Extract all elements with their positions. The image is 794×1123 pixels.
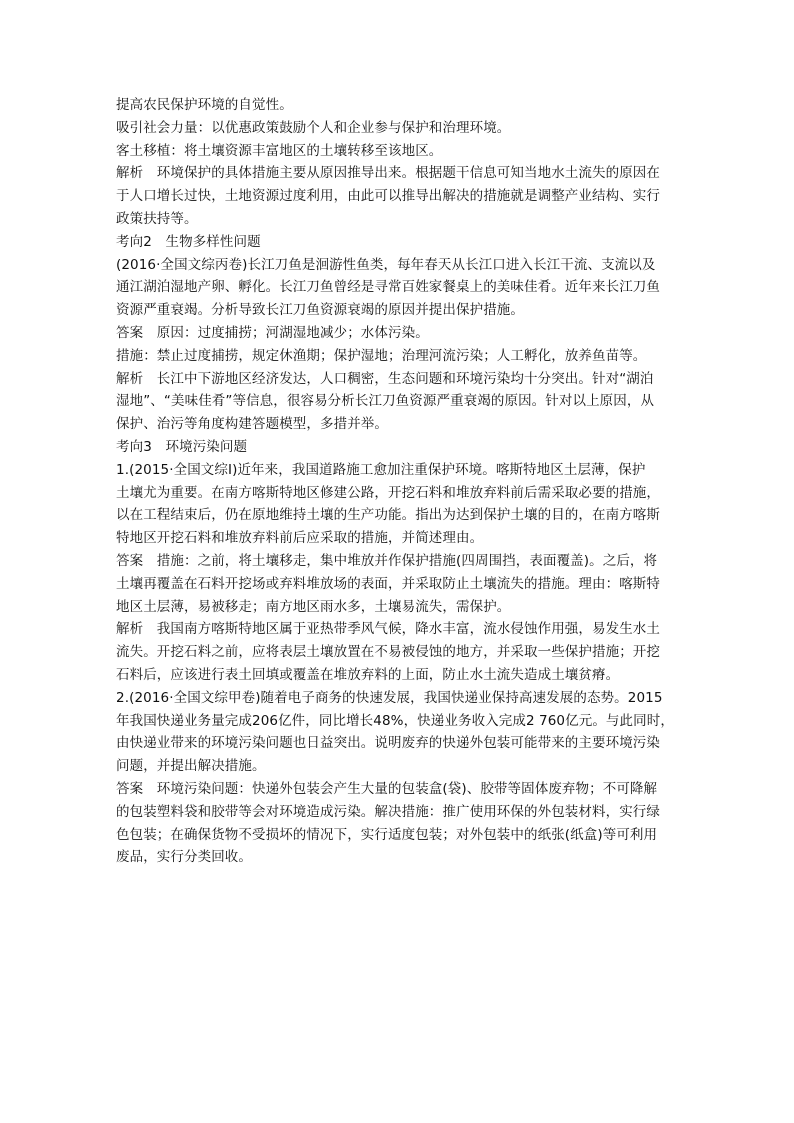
text-line: 湿地”、“美味佳肴”等信息，很容易分析长江刀鱼资源严重衰竭的原因。针对以上原因，从 xyxy=(116,393,655,410)
text-line: 土壤尤为重要。在南方喀斯特地区修建公路，开挖石料和堆放弃料前后需采取必要的措施， xyxy=(116,484,660,501)
text-line: 保护、治污等角度构建答题模型，多措并举。 xyxy=(116,416,388,433)
text-line: 特地区开挖石料和堆放弃料前后应采取的措施，并简述理由。 xyxy=(116,530,484,547)
text-line: 答案 原因：过度捕捞；河湖湿地减少；水体污染。 xyxy=(116,324,429,341)
document-body xyxy=(116,94,682,869)
text-line: 于人口增长过快，土地资源过度利用，由此可以推导出解决的措施就是调整产业结构、实行 xyxy=(116,188,660,205)
text-line: 色包装；在确保货物不受损坏的情况下，实行适度包装；对外包装中的纸张(纸盒)等可利用 xyxy=(116,826,658,843)
text-line: 资源严重衰竭。分析导致长江刀鱼资源衰竭的原因并提出保护措施。 xyxy=(116,302,524,319)
text-line: 1.(2015·全国文综Ⅰ)近年来，我国道路施工愈加注重保护环境。喀斯特地区土层薄，保护 xyxy=(116,461,646,478)
text-line: 吸引社会力量：以优惠政策鼓励个人和企业参与保护和治理环境。 xyxy=(116,119,511,136)
text-line: (2016·全国文综丙卷)长江刀鱼是洄游性鱼类，每年春天从长江口进入长江干流、支流以及 xyxy=(116,256,656,273)
text-line: 解析 环境保护的具体措施主要从原因推导出来。根据题干信息可知当地水土流失的原因在 xyxy=(116,165,660,182)
text-line: 解析 我国南方喀斯特地区属于亚热带季风气候，降水丰富，流水侵蚀作用强，易发生水土 xyxy=(116,621,660,638)
text-line: 地区土层薄，易被移走；南方地区雨水多，土壤易流失，需保护。 xyxy=(116,598,511,615)
text-line: 客土移植：将土壤资源丰富地区的土壤转移至该地区。 xyxy=(116,142,443,159)
text-line: 答案 措施：之前，将土壤移走，集中堆放并作保护措施(四周围挡，表面覆盖)。之后，将 xyxy=(116,552,658,569)
text-line: 解析 长江中下游地区经济发达，人口稠密，生态问题和环境污染均十分突出。针对“湖泊 xyxy=(116,370,654,387)
text-line: 的包装塑料袋和胶带等会对环境造成污染。解决措施：推广使用环保的外包装材料，实行绿 xyxy=(116,803,660,820)
text-line: 年我国快递业务量完成206亿件，同比增长48%，快递业务收入完成2 760亿元。与此同时， xyxy=(116,712,674,729)
text-line: 以在工程结束后，仍在原地维持土壤的生产功能。指出为达到保护土壤的目的，在南方喀斯 xyxy=(116,507,660,524)
text-line: 政策扶持等。 xyxy=(116,210,198,227)
text-line: 土壤再覆盖在石料开挖场或弃料堆放场的表面，并采取防止土壤流失的措施。理由：喀斯特 xyxy=(116,575,660,592)
section-heading: 考向2 生物多样性问题 xyxy=(116,233,261,250)
text-line: 流失。开挖石料之前，应将表层土壤放置在不易被侵蚀的地方，并采取一些保护措施；开挖 xyxy=(116,644,660,661)
text-line: 答案 环境污染问题：快递外包装会产生大量的包装盒(袋)、胶带等固体废弃物；不可降解 xyxy=(116,780,658,797)
text-line: 废品，实行分类回收。 xyxy=(116,849,252,866)
text-line: 提高农民保护环境的自觉性。 xyxy=(116,97,293,113)
text-line: 问题，并提出解决措施。 xyxy=(116,758,266,775)
text-line: 石料后，应该进行表土回填或覆盖在堆放弃料的上面，防止水土流失造成土壤贫瘠。 xyxy=(116,666,620,683)
text-line: 通江湖泊湿地产卵、孵化。长江刀鱼曾经是寻常百姓家餐桌上的美味佳肴。近年来长江刀鱼 xyxy=(116,279,660,296)
text-line: 由快递业带来的环境污染问题也日益突出。说明废弃的快递外包装可能带来的主要环境污染 xyxy=(116,735,660,752)
text-line: 2.(2016·全国文综甲卷)随着电子商务的快速发展，我国快递业保持高速发展的态势。2015 xyxy=(116,689,663,706)
text-line: 措施：禁止过度捕捞，规定休渔期；保护湿地；治理河流污染；人工孵化，放养鱼苗等。 xyxy=(116,347,647,364)
section-heading: 考向3 环境污染问题 xyxy=(116,438,248,455)
